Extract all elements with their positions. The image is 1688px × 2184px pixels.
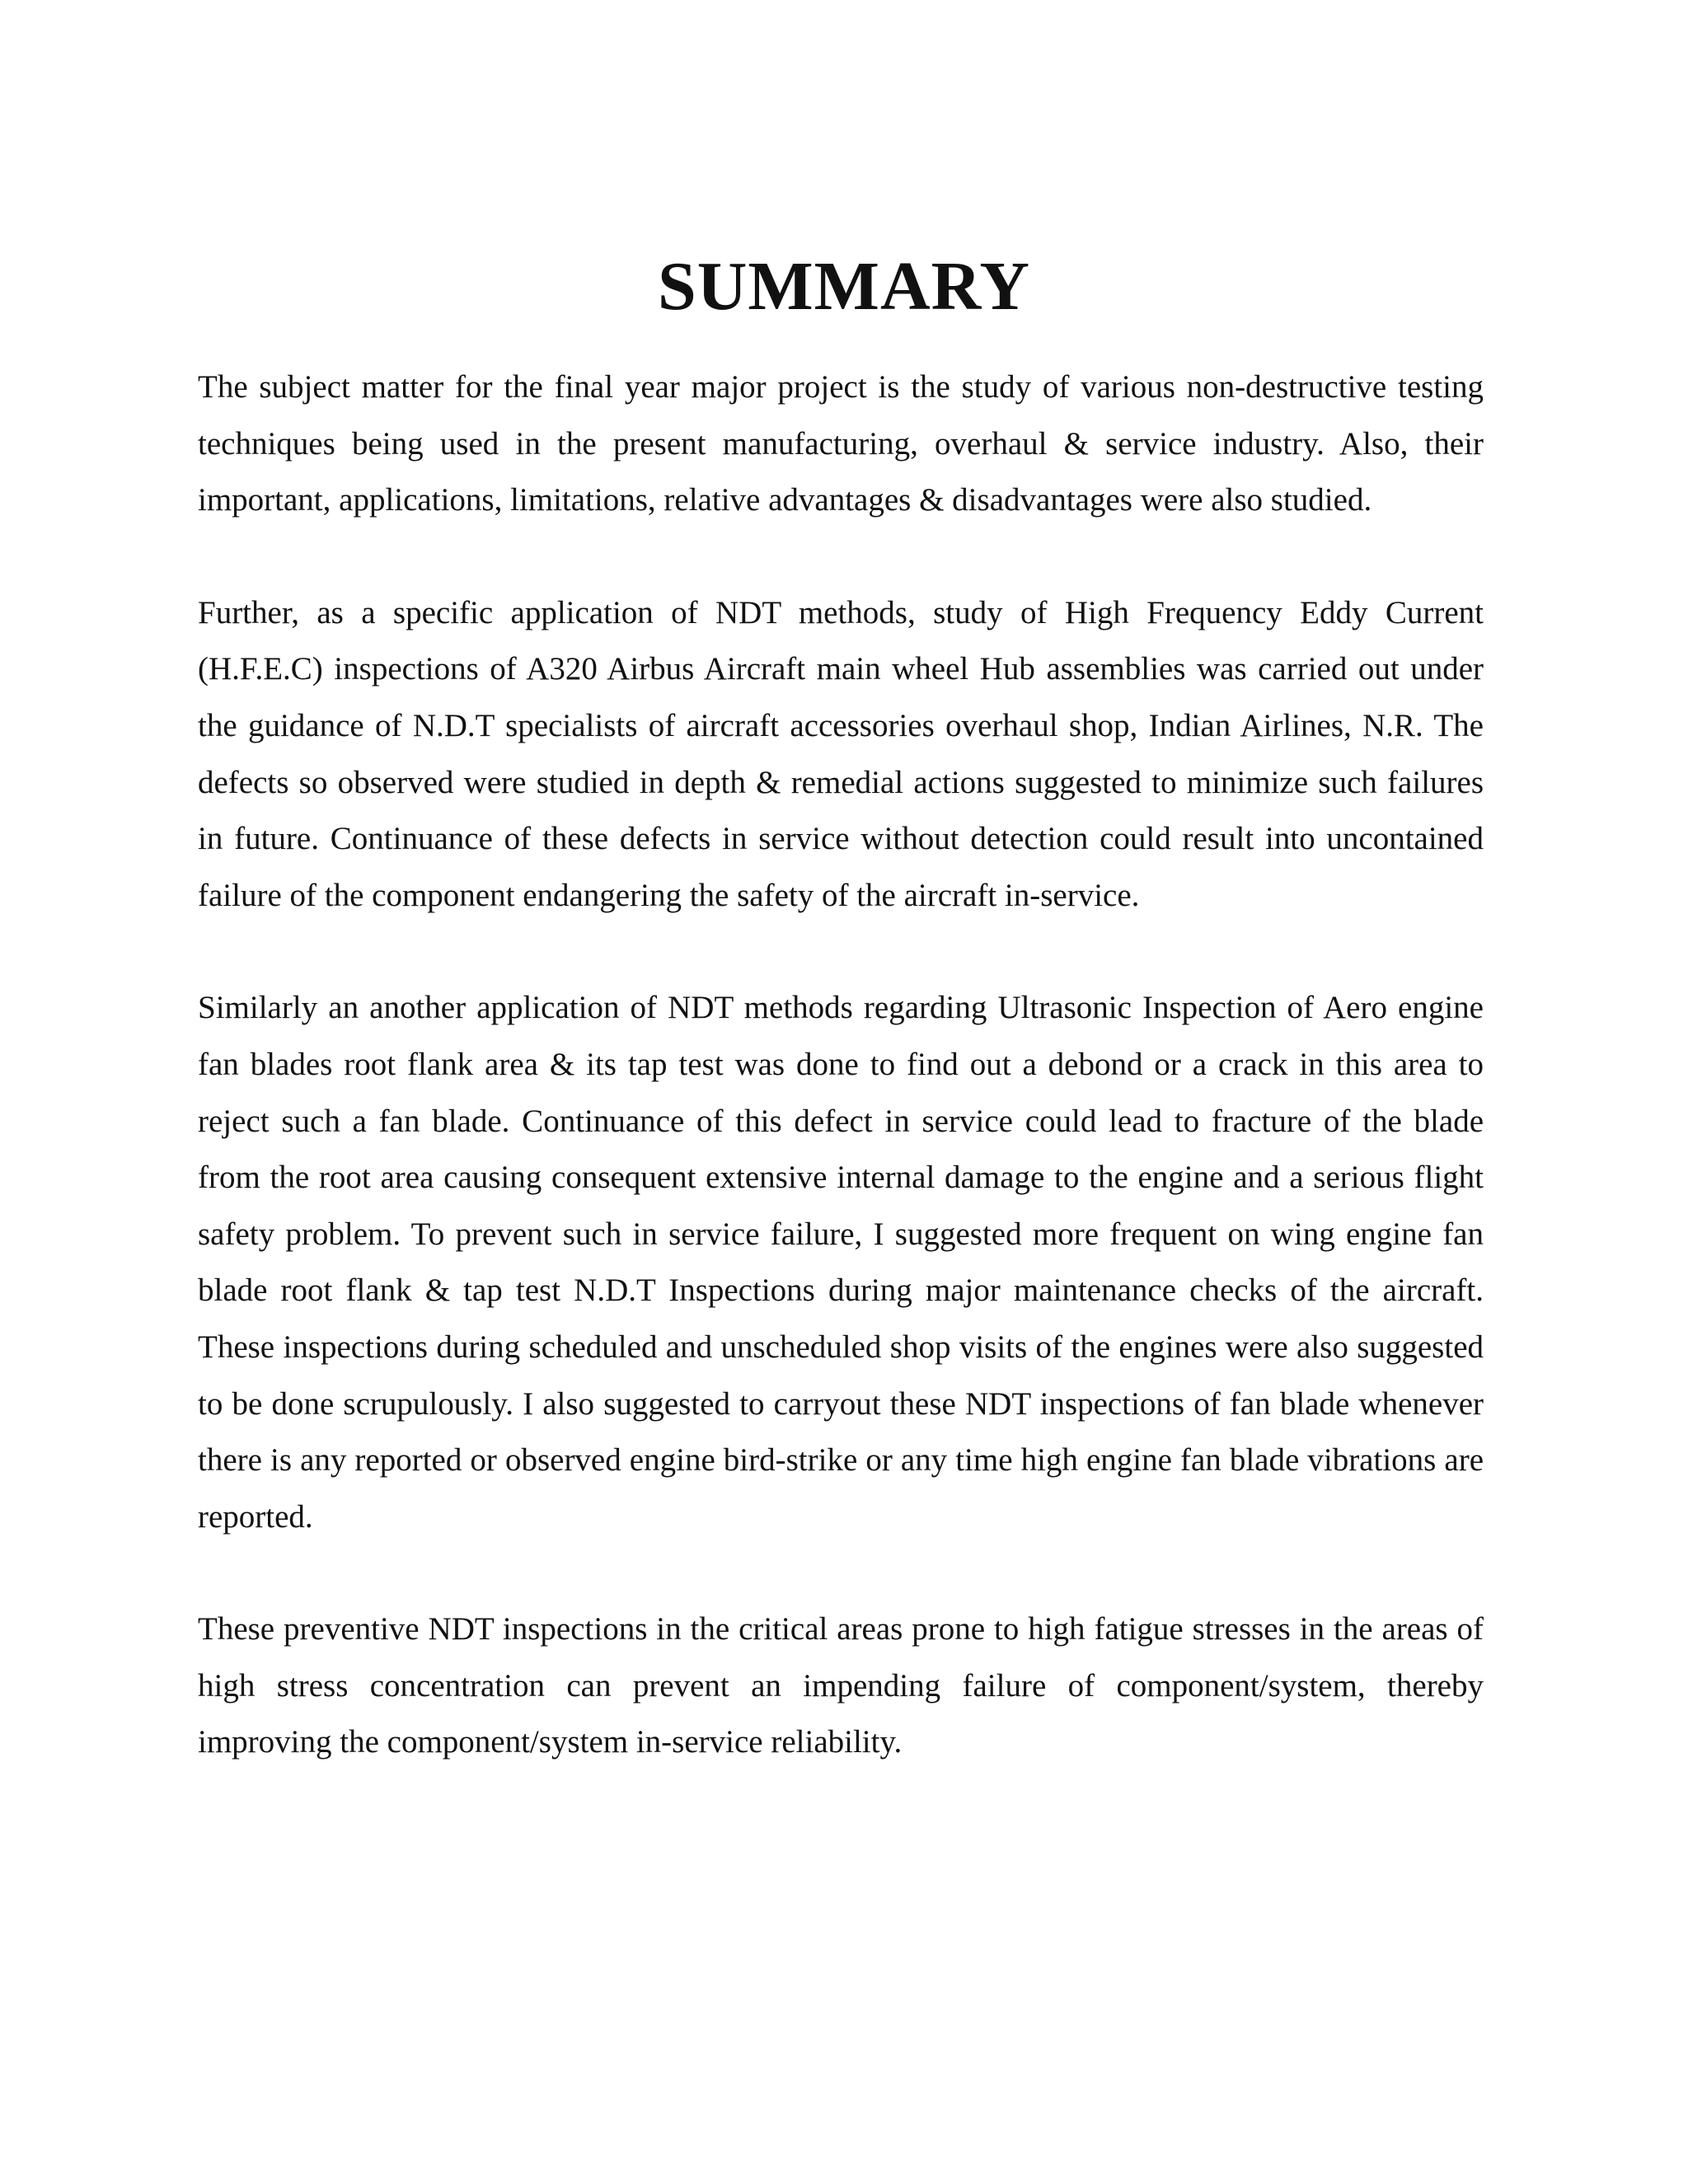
summary-body	[198, 359, 1484, 1771]
summary-paragraph-2: Further, as a specific application of NDT methods, study of High Frequency Eddy Current (H.F.E.C) inspections of A320 Airbus Aircraft main wheel Hub assemblies was carried out under the guidance of N.D.T specialists of aircraft accessories overhaul shop, Indian Airlines, N.R. The defects so observed were studied in depth & remedial actions suggested to minimize such failures in future. Continuance of these defects in service without detection could result into uncontained failure of the component endangering the safety of the aircraft in-service.	[198, 594, 1484, 913]
page-title: SUMMARY	[658, 248, 1030, 325]
summary-paragraph-4: These preventive NDT inspections in the critical areas prone to high fatigue stresses in the areas of high stress concentration can prevent an impending failure of component/system, thereby improving the component/system in-service reliability.	[198, 1611, 1484, 1760]
summary-paragraph-3: Similarly an another application of NDT methods regarding Ultrasonic Inspection of Aero engine fan blades root flank area & its tap test was done to find out a debond or a crack in this area to reject such a fan blade. Continuance of this defect in service could lead to fracture of the blade from the root area causing consequent extensive internal damage to the engine and a serious flight safety problem. To prevent such in service failure, I suggested more frequent on wing engine fan blade root flank & tap test N.D.T Inspections during major maintenance checks of the aircraft. These inspections during scheduled and unscheduled shop visits of the engines were also suggested to be done scrupulously. I also suggested to carryout these NDT inspections of fan blade whenever there is any reported or observed engine bird-strike or any time high engine fan blade vibrations are reported.	[198, 990, 1484, 1535]
summary-paragraph-1: The subject matter for the final year major project is the study of various non-destructive testing techniques being used in the present manufacturing, overhaul & service industry. Also, their important, applications, limitations, relative advantages & disadvantages were also studied.	[198, 369, 1484, 518]
